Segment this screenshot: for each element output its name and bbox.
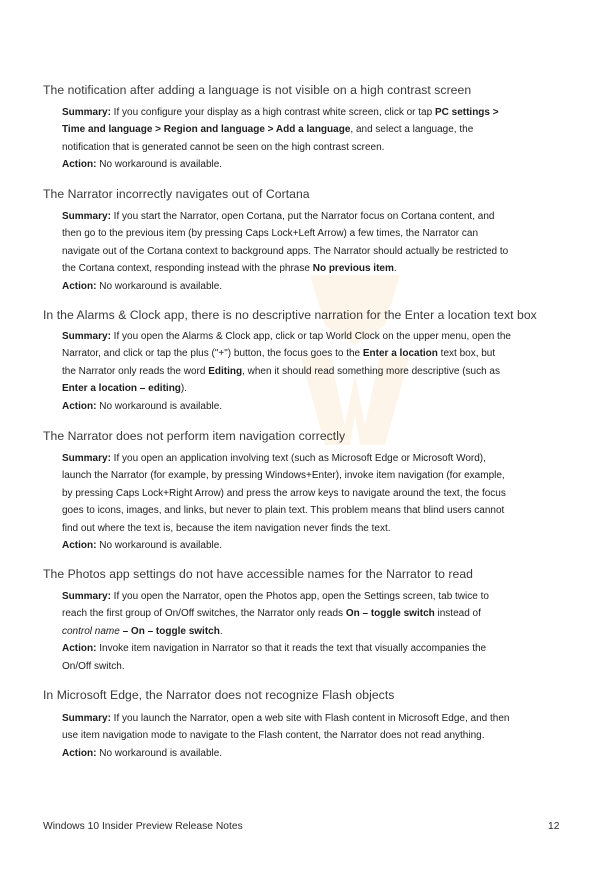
action-text: No workaround is available. [96, 159, 223, 171]
summary-text: ). [180, 383, 188, 395]
section-body [62, 104, 562, 174]
summary-text: the Cortana context, responding instead with the phrase [62, 263, 313, 275]
action-label: Action: [62, 280, 97, 292]
section-heading: In Microsoft Edge, the Narrator does not recognize Flash objects [43, 688, 395, 702]
action-label: Action: [62, 747, 97, 759]
summary-emphasis: – On – toggle switch [119, 625, 220, 637]
summary-text: then go to the previous item (by pressing Caps Lock+Left Arrow) a few times, the Narrator can [62, 228, 479, 240]
summary-label: Summary: [62, 107, 111, 118]
summary-emphasis: On – toggle switch [345, 608, 435, 620]
summary-text: goes to icons, images, and links, but never to plain text. This problem means that blind users cannot [62, 505, 505, 517]
summary-text: . [219, 625, 223, 637]
footer-title: Windows 10 Insider Preview Release Notes [43, 821, 243, 832]
action-label: Action: [62, 539, 97, 551]
action-label: Action: [62, 400, 97, 412]
summary-emphasis: Time and language > Region and language > Add a language [62, 124, 351, 136]
summary-emphasis: No previous item [312, 263, 394, 275]
summary-emphasis: Enter a location [362, 348, 438, 360]
action-text: No workaround is available. [96, 280, 223, 292]
summary-text: If you open the Narrator, open the Photos app, open the Settings screen, tab twice to [110, 591, 489, 602]
action-text: On/Off switch. [62, 660, 125, 672]
summary-label: Summary: [62, 453, 111, 464]
section-heading: The Narrator does not perform item navigation correctly [43, 429, 346, 443]
summary-italic: control name [62, 625, 120, 637]
summary-label: Summary: [62, 211, 111, 222]
summary-text: launch the Narrator (for example, by pressing Windows+Enter), invoke item navigation (for example, [62, 470, 505, 482]
summary-label: Summary: [62, 591, 111, 602]
summary-text: notification that is generated cannot be seen on the high contrast screen. [62, 141, 385, 153]
section-body [62, 450, 562, 554]
summary-text: use item navigation mode to navigate to the Flash content, the Narrator does not read anything. [62, 730, 485, 742]
section-heading: In the Alarms & Clock app, there is no descriptive narration for the Enter a location text box [43, 308, 537, 322]
action-text: No workaround is available. [96, 539, 223, 551]
summary-text: instead of [434, 608, 481, 620]
section-body [62, 588, 562, 675]
summary-emphasis: Editing [208, 365, 243, 377]
action-label: Action: [62, 643, 97, 655]
summary-text: Narrator, and click or tap the plus ("+") button, the focus goes to the [62, 348, 363, 360]
section-body [62, 710, 562, 762]
summary-text: If you launch the Narrator, open a web site with Flash content in Microsoft Edge, and then [110, 713, 510, 724]
action-text: No workaround is available. [96, 400, 223, 412]
summary-text: reach the first group of On/Off switches, the Narrator only reads [62, 608, 346, 620]
summary-emphasis: Enter a location – editing [62, 383, 181, 395]
page-number: 12 [548, 821, 560, 832]
summary-label: Summary: [62, 713, 111, 724]
summary-text: , when it should read something more descriptive (such as [242, 365, 500, 377]
summary-text: If you configure your display as a high contrast white screen, click or tap [110, 107, 435, 118]
summary-emphasis: PC settings > [434, 107, 499, 118]
summary-text: the Narrator only reads the word [62, 365, 209, 377]
summary-text: If you open an application involving text (such as Microsoft Edge or Microsoft Word), [110, 453, 486, 464]
summary-text: If you open the Alarms & Clock app, click or tap World Clock on the upper menu, open the [110, 331, 511, 342]
section-heading: The notification after adding a language is not visible on a high contrast screen [43, 83, 472, 97]
action-text: No workaround is available. [96, 747, 223, 759]
summary-label: Summary: [62, 331, 111, 342]
summary-text: , and select a language, the [350, 124, 474, 136]
section-body [62, 208, 562, 295]
action-text: Invoke item navigation in Narrator so that it reads the text that visually accompanies the [96, 643, 487, 655]
section-heading: The Photos app settings do not have accessible names for the Narrator to read [43, 567, 473, 581]
summary-text: . [393, 263, 397, 275]
summary-text: by pressing Caps Lock+Right Arrow) and press the arrow keys to navigate around the text, the focus [62, 487, 506, 499]
section-body [62, 328, 562, 415]
summary-text: find out where the text is, because the item navigation never finds the text. [62, 522, 391, 534]
summary-text: navigate out of the Cortana context to background apps. The Narrator should actually be restricted to [62, 245, 509, 257]
summary-text: text box, but [437, 348, 496, 360]
summary-text: If you start the Narrator, open Cortana, put the Narrator focus on Cortana content, and [110, 211, 495, 222]
action-label: Action: [62, 159, 97, 171]
section-heading: The Narrator incorrectly navigates out of Cortana [43, 187, 310, 201]
